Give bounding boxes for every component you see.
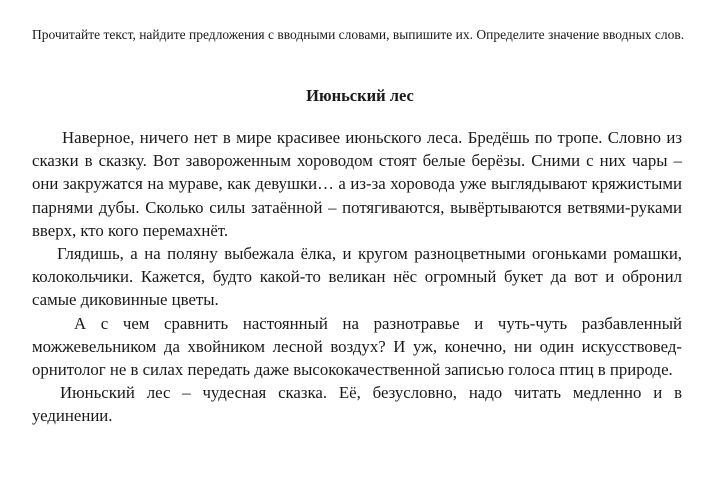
- text-body: [32, 126, 682, 428]
- text-title: Июньский лес: [306, 86, 414, 105]
- paragraph-3: А с чем сравнить настоянный на разнотравье и чуть-чуть разбавленный можжевельником да хвойником лесной воздух? И уж, конечно, ни один искусствовед-орнитолог не в силах передать даже высококачественной записью голоса птиц в природе.: [32, 313, 682, 380]
- paragraph-1: Наверное, ничего нет в мире красивее июньского леса. Бредёшь по тропе. Словно из сказки в сказку. Вот завороженным хороводом стоят белые берёзы. Сними с них чары – они закружатся на мураве, как девушки… а из-за хоровода уже выглядывают кряжистыми парнями дубы. Сколько силы затаённой – потягиваются, вывёртываются ветвями-руками вверх, кто кого перемахнёт.: [32, 128, 682, 240]
- paragraph-4: Июньский лес – чудесная сказка. Её, безусловно, надо читать медленно и в уединении.: [32, 383, 682, 426]
- task-instruction: Прочитайте текст, найдите предложения с вводными словами, выпишите их. Определите значение вводных слов.: [32, 27, 685, 42]
- paragraph-2: Глядишь, а на поляну выбежала ёлка, и кругом разноцветными огоньками ромашки, колокольчики. Кажется, будто какой-то великан нёс огромный букет да вот и обронил самые диковинные цветы.: [32, 244, 682, 310]
